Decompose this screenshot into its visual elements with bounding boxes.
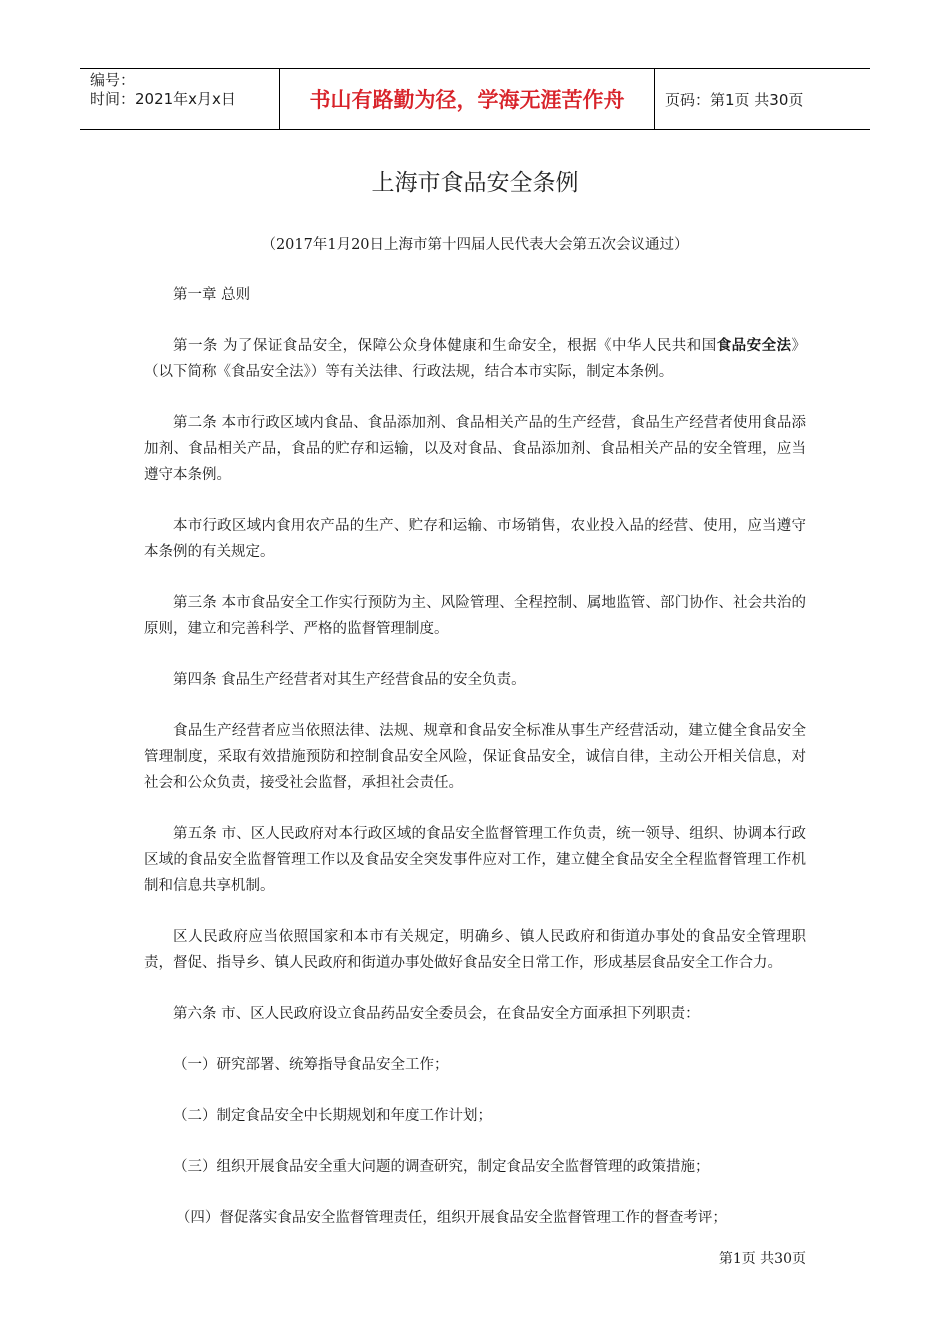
article-6-item-1: （一）研究部署、统筹指导食品安全工作；: [173, 1057, 449, 1073]
article-1-text-pre: 第一条 为了保证食品安全，保障公众身体健康和生命安全，根据《中华人民共和国: [173, 338, 717, 354]
document-subtitle: （2017年1月20日上海市第十四届人民代表大会第五次会议通过）: [261, 237, 689, 253]
article-5: 第五条 市、区人民政府对本行政区域的食品安全监督管理工作负责，统一领导、组织、协调本行政区域的食品安全监督管理工作以及食品安全突发事件应对工作，建立健全食品安全全程监督管理工作机制和信息共享机制。: [144, 826, 806, 894]
page-header: [80, 68, 870, 130]
article-4-para-2: 食品生产经营者应当依照法律、法规、规章和食品安全标准从事生产经营活动，建立健全食品安全管理制度，采取有效措施预防和控制食品安全风险，保证食品安全，诚信自律，主动公开相关信息，对社会和公众负责，接受社会监督，承担社会责任。: [144, 723, 806, 791]
chapter-heading: 第一章 总则: [173, 287, 251, 303]
article-4: 第四条 食品生产经营者对其生产经营食品的安全负责。: [173, 672, 526, 688]
article-1-text-post: 》（以下简称《食品安全法》）等有关法律、行政法规，结合本市实际，制定本条例。: [144, 338, 807, 380]
article-5-para-2: 区人民政府应当依照国家和本市有关规定，明确乡、镇人民政府和街道办事处的食品安全管理职责，督促、指导乡、镇人民政府和街道办事处做好食品安全日常工作，形成基层食品安全工作合力。: [144, 929, 806, 971]
document-body: [144, 282, 806, 1256]
header-meta: [80, 69, 280, 129]
document-title: 上海市食品安全条例: [371, 170, 579, 196]
article-3: 第三条 本市食品安全工作实行预防为主、风险管理、全程控制、属地监管、部门协作、社会共治的原则，建立和完善科学、严格的监督管理制度。: [144, 595, 806, 637]
time-label: 时间：2021年x月x日: [90, 90, 236, 108]
article-2: 第二条 本市行政区域内食品、食品添加剂、食品相关产品的生产经营，食品生产经营者使用食品添加剂、食品相关产品，食品的贮存和运输，以及对食品、食品添加剂、食品相关产品的安全管理，应当遵守本条例。: [144, 415, 806, 483]
header-motto: 书山有路勤为径，学海无涯苦作舟: [280, 69, 655, 129]
article-6: 第六条 市、区人民政府设立食品药品安全委员会，在食品安全方面承担下列职责：: [173, 1006, 700, 1022]
number-label: 编号：: [90, 71, 136, 89]
header-page-info: 页码：第1页 共30页: [665, 90, 804, 109]
article-2-para-2: 本市行政区域内食用农产品的生产、贮存和运输、市场销售，农业投入品的经营、使用，应当遵守本条例的有关规定。: [144, 518, 806, 560]
article-1: [144, 333, 806, 385]
article-6-item-3: （三）组织开展食品安全重大问题的调查研究，制定食品安全监督管理的政策措施；: [173, 1159, 710, 1175]
article-1-bold: 食品安全法: [716, 337, 792, 354]
article-6-item-4: （四）督促落实食品安全监督管理责任，组织开展食品安全监督管理工作的督查考评；: [175, 1210, 727, 1226]
page-footer: 第1页 共30页: [718, 1251, 806, 1267]
article-6-item-2: （二）制定食品安全中长期规划和年度工作计划；: [173, 1108, 492, 1124]
